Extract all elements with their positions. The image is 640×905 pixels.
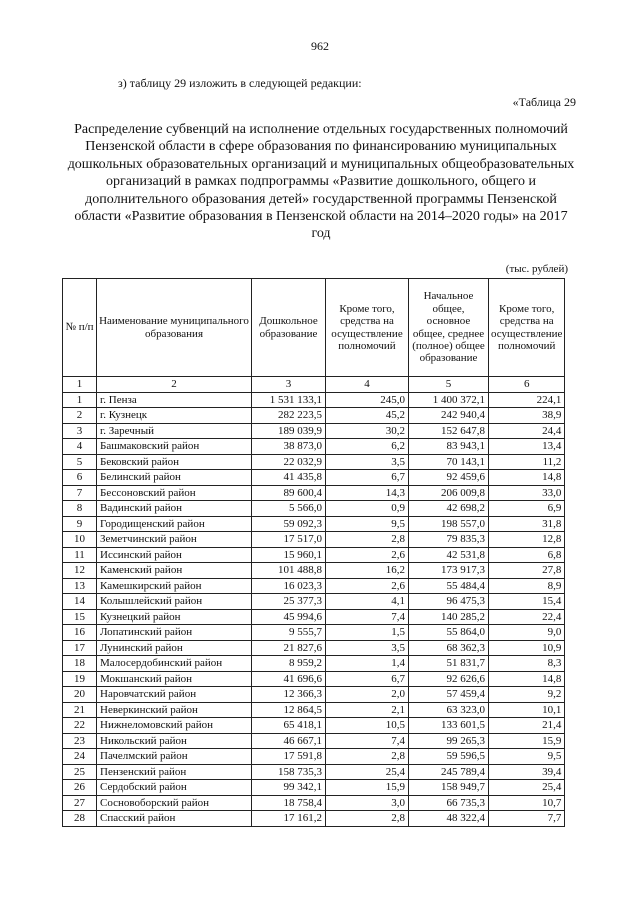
header-cell: № п/п [63,279,97,377]
column-number-row [63,377,565,393]
general-amount: 96 475,3 [409,594,489,610]
preschool-extra: 0,9 [326,501,409,517]
preschool-amount: 22 032,9 [252,454,326,470]
table-row [63,594,565,610]
general-extra: 7,7 [489,811,565,827]
table-row [63,795,565,811]
row-number: 11 [63,547,97,563]
table-row [63,547,565,563]
preschool-amount: 21 827,6 [252,640,326,656]
municipality-name: Спасский район [97,811,252,827]
general-amount: 1 400 372,1 [409,392,489,408]
general-amount: 79 835,3 [409,532,489,548]
preschool-extra: 25,4 [326,764,409,780]
preschool-extra: 4,1 [326,594,409,610]
row-number: 3 [63,423,97,439]
general-extra: 15,9 [489,733,565,749]
municipality-name: Малосердобинский район [97,656,252,672]
page-number: 962 [311,39,329,53]
general-extra: 24,4 [489,423,565,439]
preschool-amount: 45 994,6 [252,609,326,625]
row-number: 9 [63,516,97,532]
row-number: 23 [63,733,97,749]
row-number: 1 [63,392,97,408]
table-row [63,423,565,439]
municipality-name: Сердобский район [97,780,252,796]
general-amount: 68 362,3 [409,640,489,656]
preschool-amount: 59 092,3 [252,516,326,532]
preschool-amount: 18 758,4 [252,795,326,811]
row-number: 14 [63,594,97,610]
preschool-amount: 17 591,8 [252,749,326,765]
row-number: 20 [63,687,97,703]
preschool-extra: 2,1 [326,702,409,718]
general-extra: 31,8 [489,516,565,532]
general-extra: 39,4 [489,764,565,780]
table-row [63,656,565,672]
preschool-extra: 15,9 [326,780,409,796]
municipality-name: Вадинский район [97,501,252,517]
header-cell: Наименование муниципального образования [97,279,252,377]
table-row [63,516,565,532]
preschool-extra: 7,4 [326,609,409,625]
header-cell: Дошкольное образование [252,279,326,377]
row-number: 5 [63,454,97,470]
preschool-extra: 2,8 [326,811,409,827]
preschool-amount: 1 531 133,1 [252,392,326,408]
preschool-amount: 89 600,4 [252,485,326,501]
preschool-amount: 17 161,2 [252,811,326,827]
general-amount: 245 789,4 [409,764,489,780]
general-extra: 21,4 [489,718,565,734]
preschool-extra: 6,2 [326,439,409,455]
general-amount: 99 265,3 [409,733,489,749]
column-number: 6 [489,377,565,393]
general-amount: 55 864,0 [409,625,489,641]
general-amount: 55 484,4 [409,578,489,594]
municipality-name: Кузнецкий район [97,609,252,625]
preschool-amount: 189 039,9 [252,423,326,439]
municipality-name: Лунинский район [97,640,252,656]
general-amount: 140 285,2 [409,609,489,625]
row-number: 7 [63,485,97,501]
general-amount: 59 596,5 [409,749,489,765]
general-amount: 152 647,8 [409,423,489,439]
row-number: 15 [63,609,97,625]
table-row [63,485,565,501]
row-number: 21 [63,702,97,718]
table-row [63,470,565,486]
preschool-amount: 8 959,2 [252,656,326,672]
general-extra: 25,4 [489,780,565,796]
general-extra: 33,0 [489,485,565,501]
general-amount: 83 943,1 [409,439,489,455]
municipality-name: Башмаковский район [97,439,252,455]
general-extra: 22,4 [489,609,565,625]
municipality-name: Земетчинский район [97,532,252,548]
table-row [63,780,565,796]
preschool-amount: 99 342,1 [252,780,326,796]
table-row [63,392,565,408]
table-row [63,733,565,749]
general-extra: 14,8 [489,470,565,486]
row-number: 28 [63,811,97,827]
table-row [63,640,565,656]
row-number: 4 [63,439,97,455]
general-amount: 70 143,1 [409,454,489,470]
table-row [63,687,565,703]
preschool-extra: 7,4 [326,733,409,749]
preschool-extra: 9,5 [326,516,409,532]
table-row [63,625,565,641]
general-extra: 10,9 [489,640,565,656]
general-amount: 51 831,7 [409,656,489,672]
municipality-name: г. Кузнецк [97,408,252,424]
table-row [63,718,565,734]
preschool-extra: 3,5 [326,640,409,656]
row-number: 8 [63,501,97,517]
table-row [63,563,565,579]
general-extra: 10,1 [489,702,565,718]
general-extra: 9,5 [489,749,565,765]
general-extra: 38,9 [489,408,565,424]
general-amount: 42 698,2 [409,501,489,517]
general-amount: 92 459,6 [409,470,489,486]
column-number: 4 [326,377,409,393]
general-amount: 63 323,0 [409,702,489,718]
row-number: 17 [63,640,97,656]
row-number: 18 [63,656,97,672]
general-amount: 57 459,4 [409,687,489,703]
municipality-name: Каменский район [97,563,252,579]
subvention-table [62,278,565,827]
row-number: 2 [63,408,97,424]
table-row [63,609,565,625]
preschool-extra: 2,8 [326,749,409,765]
table-row [63,749,565,765]
municipality-name: Белинский район [97,470,252,486]
municipality-name: Городищенский район [97,516,252,532]
general-extra: 15,4 [489,594,565,610]
table-row [63,702,565,718]
municipality-name: Иссинский район [97,547,252,563]
general-extra: 27,8 [489,563,565,579]
row-number: 12 [63,563,97,579]
general-extra: 14,8 [489,671,565,687]
general-amount: 66 735,3 [409,795,489,811]
table-row [63,439,565,455]
municipality-name: Никольский район [97,733,252,749]
municipality-name: Неверкинский район [97,702,252,718]
preschool-amount: 17 517,0 [252,532,326,548]
preschool-extra: 2,8 [326,532,409,548]
general-extra: 9,0 [489,625,565,641]
table-header-row [63,279,565,377]
municipality-name: г. Заречный [97,423,252,439]
general-amount: 133 601,5 [409,718,489,734]
preschool-extra: 6,7 [326,671,409,687]
municipality-name: Камешкирский район [97,578,252,594]
general-amount: 206 009,8 [409,485,489,501]
municipality-name: Нижнеломовский район [97,718,252,734]
preschool-amount: 282 223,5 [252,408,326,424]
general-extra: 6,8 [489,547,565,563]
column-number: 3 [252,377,326,393]
general-extra: 9,2 [489,687,565,703]
preschool-extra: 10,5 [326,718,409,734]
general-amount: 92 626,6 [409,671,489,687]
preschool-amount: 25 377,3 [252,594,326,610]
preschool-amount: 12 864,5 [252,702,326,718]
preschool-extra: 30,2 [326,423,409,439]
header-cell: Кроме того, средства на осуществление полномочий [489,279,565,377]
row-number: 26 [63,780,97,796]
municipality-name: Бессоновский район [97,485,252,501]
row-number: 6 [63,470,97,486]
row-number: 13 [63,578,97,594]
general-extra: 12,8 [489,532,565,548]
row-number: 10 [63,532,97,548]
preschool-extra: 16,2 [326,563,409,579]
municipality-name: Пачелмский район [97,749,252,765]
table-row [63,408,565,424]
preschool-amount: 38 873,0 [252,439,326,455]
preschool-amount: 15 960,1 [252,547,326,563]
table-row [63,532,565,548]
preschool-extra: 2,6 [326,547,409,563]
general-amount: 198 557,0 [409,516,489,532]
preschool-extra: 6,7 [326,470,409,486]
header-cell: Начальное общее, основное общее, среднее (полное) общее образование [409,279,489,377]
general-extra: 13,4 [489,439,565,455]
row-number: 19 [63,671,97,687]
preschool-extra: 245,0 [326,392,409,408]
row-number: 16 [63,625,97,641]
row-number: 25 [63,764,97,780]
preschool-amount: 46 667,1 [252,733,326,749]
preschool-extra: 1,5 [326,625,409,641]
municipality-name: Пензенский район [97,764,252,780]
municipality-name: Наровчатский район [97,687,252,703]
preschool-extra: 3,5 [326,454,409,470]
row-number: 24 [63,749,97,765]
preschool-extra: 2,0 [326,687,409,703]
general-extra: 8,3 [489,656,565,672]
row-number: 27 [63,795,97,811]
general-extra: 6,9 [489,501,565,517]
general-extra: 11,2 [489,454,565,470]
table-reference: «Таблица 29 [512,95,576,109]
general-amount: 48 322,4 [409,811,489,827]
table-row [63,578,565,594]
general-extra: 10,7 [489,795,565,811]
column-number: 2 [97,377,252,393]
general-amount: 158 949,7 [409,780,489,796]
table-row [63,671,565,687]
preschool-amount: 41 435,8 [252,470,326,486]
general-amount: 42 531,8 [409,547,489,563]
municipality-name: Сосновоборский район [97,795,252,811]
municipality-name: г. Пенза [97,392,252,408]
preschool-extra: 14,3 [326,485,409,501]
preschool-extra: 2,6 [326,578,409,594]
preschool-extra: 3,0 [326,795,409,811]
preschool-amount: 12 366,3 [252,687,326,703]
general-amount: 242 940,4 [409,408,489,424]
general-extra: 224,1 [489,392,565,408]
preschool-amount: 41 696,6 [252,671,326,687]
preschool-extra: 1,4 [326,656,409,672]
column-number: 1 [63,377,97,393]
municipality-name: Лопатинский район [97,625,252,641]
preschool-amount: 16 023,3 [252,578,326,594]
preschool-amount: 5 566,0 [252,501,326,517]
municipality-name: Бековский район [97,454,252,470]
table-row [63,764,565,780]
preschool-amount: 158 735,3 [252,764,326,780]
units-label: (тыс. рублей) [505,263,568,275]
table-row [63,811,565,827]
preschool-amount: 65 418,1 [252,718,326,734]
municipality-name: Мокшанский район [97,671,252,687]
preschool-amount: 101 488,8 [252,563,326,579]
row-number: 22 [63,718,97,734]
document-title: Распределение субвенций на исполнение отдельных государственных полномочий Пензенской области в сфере образования по финансированию муниципальных дошкольных образовательных организаций и муниципальных общеобразовательных организаций в рамках подпрограммы «Развитие дошкольного, общего и дополнительного образования детей» государственной программы Пензенской области «Развитие образования в Пензенской области на 2014–2020 годы» на 2017 год [67,122,575,242]
header-cell: Кроме того, средства на осуществление полномочий [326,279,409,377]
table-row [63,454,565,470]
municipality-name: Колышлейский район [97,594,252,610]
preschool-amount: 9 555,7 [252,625,326,641]
general-extra: 8,9 [489,578,565,594]
general-amount: 173 917,3 [409,563,489,579]
table-row [63,501,565,517]
preschool-extra: 45,2 [326,408,409,424]
intro-text: з) таблицу 29 изложить в следующей редакции: [118,76,362,90]
column-number: 5 [409,377,489,393]
